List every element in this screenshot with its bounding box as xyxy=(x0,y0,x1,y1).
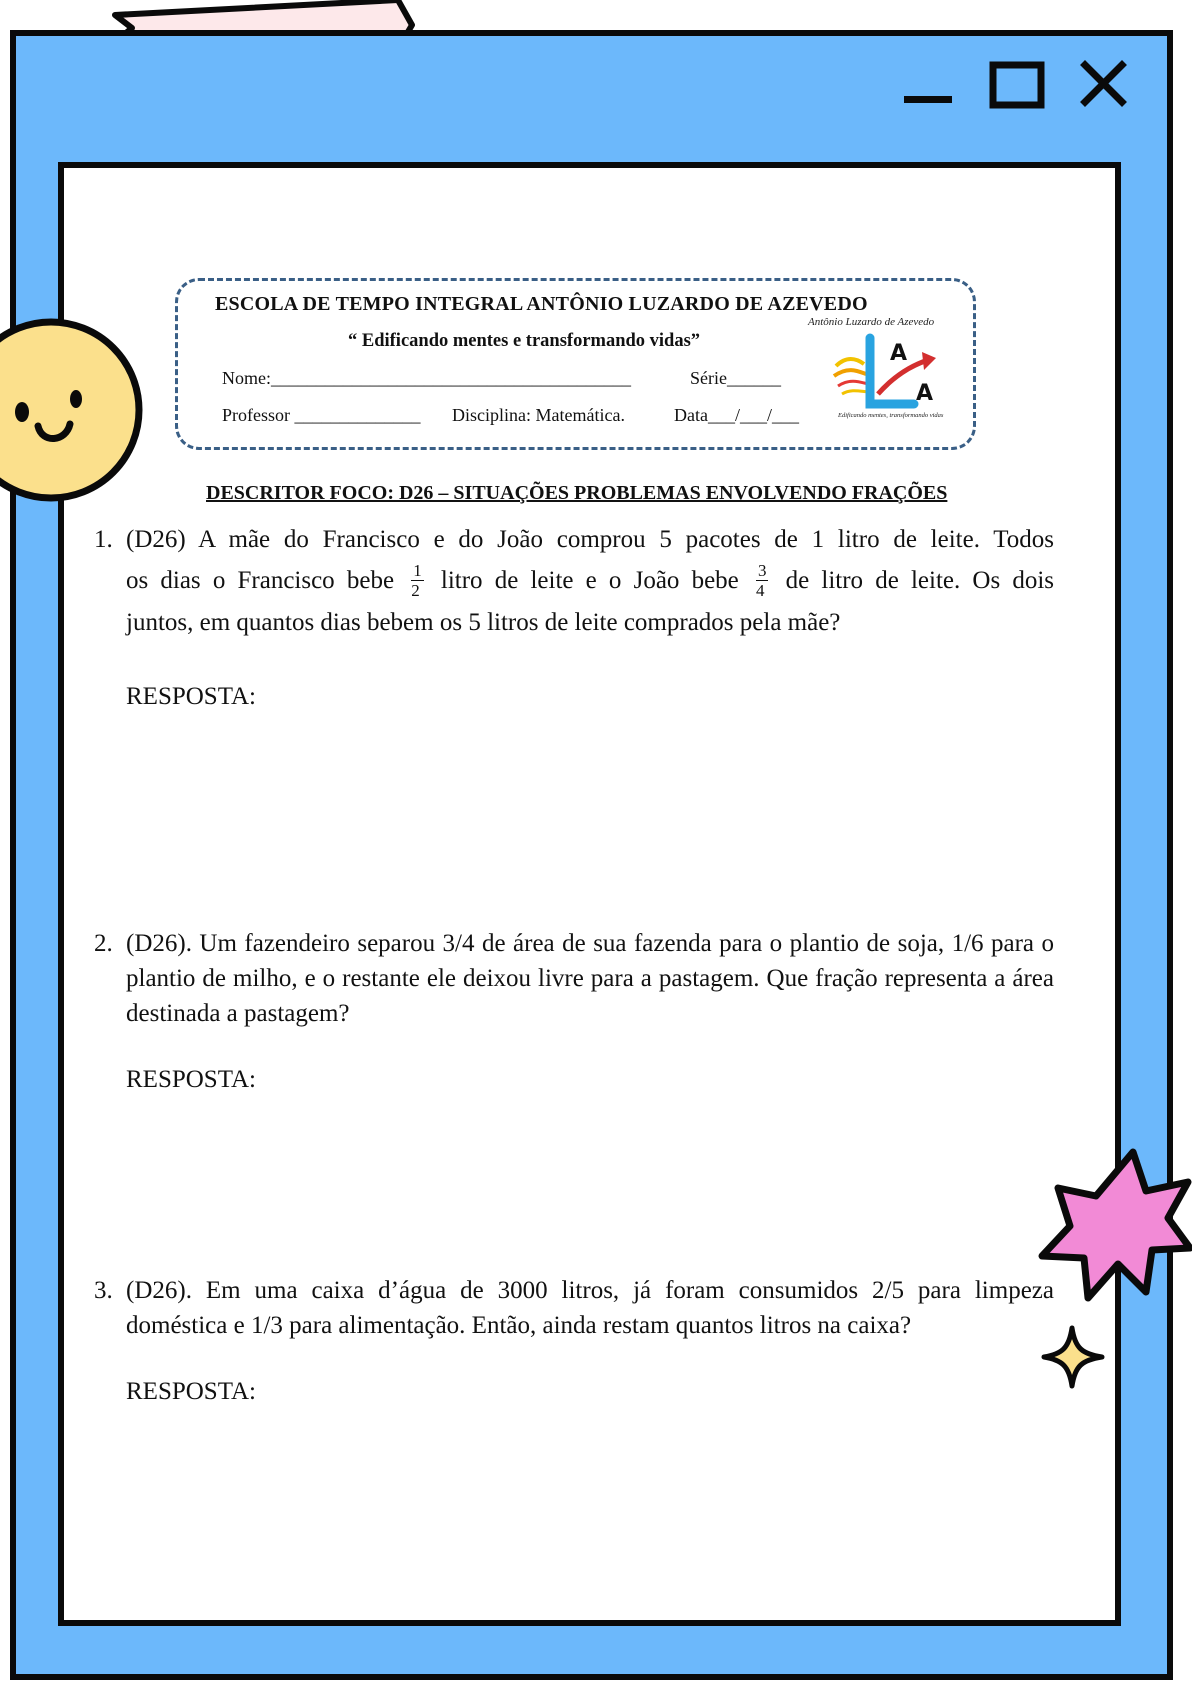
star-decoration xyxy=(1038,1146,1192,1306)
maximize-icon[interactable] xyxy=(993,65,1041,105)
question-text: (D26). Em uma caixa d’água de 3000 litros, já foram consumidos 2/5 para limpeza doméstica e 1/3 para alimentação. Então, ainda restam quantos litros na caixa? xyxy=(126,1277,1054,1339)
question-1-line-3: juntos, em quantos dias bebem os 5 litros de leite comprados pela mãe? xyxy=(126,609,841,636)
question-3 xyxy=(94,1273,1054,1343)
nome-field: Nome:________________________________________ xyxy=(222,368,631,388)
question-1-line-1: (D26) A mãe do Francisco e do João comprou 5 pacotes de 1 litro de leite. Todos xyxy=(126,526,1054,553)
question-2 xyxy=(94,926,1054,1031)
logo-caption-top: Antônio Luzardo de Azevedo xyxy=(808,316,935,328)
question-number: 1. xyxy=(94,526,113,553)
answer-label: RESPOSTA: xyxy=(126,1066,256,1093)
school-logo xyxy=(826,316,956,426)
smiley-decoration xyxy=(0,316,148,506)
question-text: (D26). Um fazendeiro separou 3/4 de área de sua fazenda para o plantio de soja, 1/6 para o plantio de milho, e o restante ele deixou livre para a pastagem. Que fração representa a área destinada a pastagem? xyxy=(126,930,1054,1027)
school-motto: “ Edificando mentes e transformando vidas” xyxy=(348,331,701,351)
minimize-icon[interactable] xyxy=(904,96,952,103)
school-name: ESCOLA DE TEMPO INTEGRAL ANTÔNIO LUZARDO DE AZEVEDO xyxy=(215,293,868,315)
question-number: 2. xyxy=(94,930,113,957)
sparkle-decoration xyxy=(1040,1324,1106,1390)
logo-caption-bottom: Edificando mentes, transformando vidas xyxy=(838,412,944,419)
answer-label: RESPOSTA: xyxy=(126,1378,256,1405)
serie-field: Série______ xyxy=(690,368,781,388)
fraction-three-quarters: $\frac{3}{4}$ xyxy=(755,560,767,600)
close-icon[interactable] xyxy=(1085,65,1122,102)
fraction-one-half: $\frac{1}{2}$ xyxy=(411,560,422,600)
data-field: Data___/___/___ xyxy=(674,405,799,425)
question-text: de litro de leite. Os dois xyxy=(785,567,1055,594)
svg-text:A: A xyxy=(890,341,908,366)
disciplina-field: Disciplina: Matemática. xyxy=(452,405,625,425)
professor-field: Professor ______________ xyxy=(222,405,421,425)
question-text: os dias o Francisco bebe xyxy=(126,567,395,594)
svg-text:A: A xyxy=(916,381,934,406)
question-1 xyxy=(94,522,1054,640)
answer-label: RESPOSTA: xyxy=(126,683,256,710)
question-1-line-2 xyxy=(126,557,1054,605)
descritor-heading: DESCRITOR FOCO: D26 – SITUAÇÕES PROBLEMAS ENVOLVENDO FRAÇÕES xyxy=(206,482,948,504)
question-number: 3. xyxy=(94,1277,113,1304)
question-text: litro de leite e o João bebe xyxy=(440,567,739,594)
